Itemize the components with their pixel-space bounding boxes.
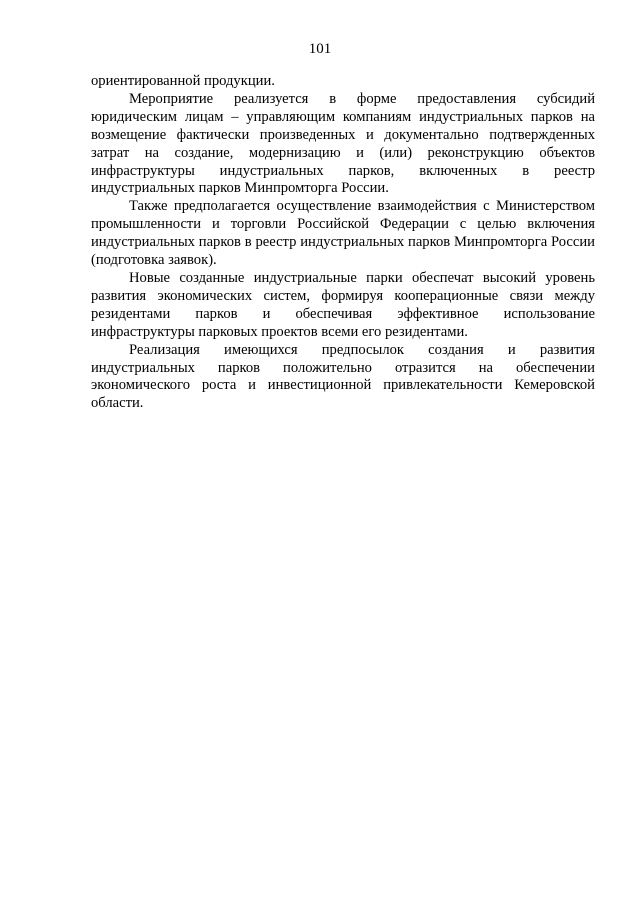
- paragraph-continuation: ориентированной продукции.: [91, 73, 275, 89]
- document-body: [91, 73, 595, 413]
- paragraph-ministry-interaction: Также предполагается осуществление взаимодействия с Министерством промышленности и торговли Российской Федерации с целью включения индустриальных парков в реестр индустриальных парков Минпромторга России (подготовка заявок).: [91, 198, 595, 269]
- page-number: 101: [308, 41, 332, 57]
- paragraph-subsidies: Мероприятие реализуется в форме предоставления субсидий юридическим лицам – управляющим компаниям индустриальных парков на возмещение фактически произведенных и документально подтвержденных затрат на создание, модернизацию и (или) реконструкцию объектов инфраструктуры индустриальных парков, включенных в реестр индустриальных парков Минпромторга России.: [91, 90, 595, 197]
- paragraph-new-parks: Новые созданные индустриальные парки обеспечат высокий уровень развития экономических систем, формируя кооперационные связи между резидентами парков и обеспечивая эффективное использование инфраструктуры парковых проектов всеми его резидентами.: [91, 269, 595, 340]
- paragraph-implementation: Реализация имеющихся предпосылок создания и развития индустриальных парков положительно отразится на обеспечении экономического роста и инвестиционной привлекательности Кемеровской области.: [91, 341, 595, 412]
